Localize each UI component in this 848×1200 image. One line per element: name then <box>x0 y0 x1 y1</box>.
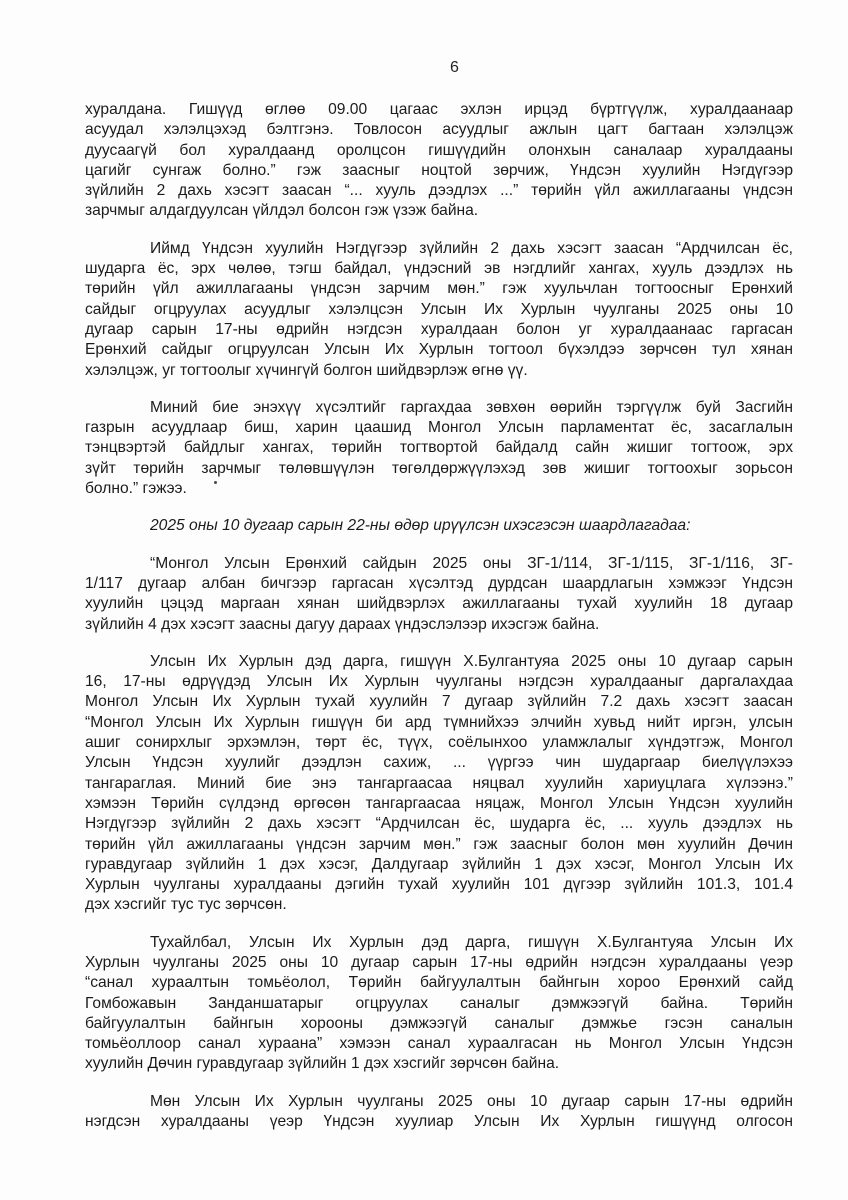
text-line: нэгдсэн хуралдааны үеэр Үндсэн хуулиар Улсын Их Хурлын гишүүнд олгосон <box>85 1113 793 1131</box>
text-line: дэх хэсгийг тус тус зөрчсөн. <box>85 896 287 914</box>
text-line: Миний бие энэхүү хүсэлтийг гаргахдаа зөвхөн өөрийн тэргүүлж буй Засгийн <box>150 398 793 416</box>
text-line: зарчмыг алдагдуулсан үйлдэл болсон гэж үзэж байна. <box>85 202 479 220</box>
paragraph <box>85 239 793 381</box>
text-line: томьёоллоор санал хураана” хэмээн санал хураалгасан нь Монгол Улсын Үндсэн <box>85 1035 793 1053</box>
text-line: хуралдана. Гишүүд өглөө 09.00 цагаас эхлэн ирцэд бүртгүүлж, хуралдаанаар <box>85 101 793 118</box>
text-line: байгуулалтын байнгын хорооны дэмжээгүй саналыг дэмжье гэсэн саналын <box>85 1014 793 1032</box>
text-line: Монгол Улсын Их Хурлын тухай хуулийн 7 дугаар зүйлийн 7.2 дахь хэсэгт заасан <box>85 693 793 711</box>
text-line: Нэгдүгээр зүйлийн 2 дахь хэсэгт “Ардчилсан ёс, шударга ёс, ... хууль дээдлэх нь <box>85 815 793 833</box>
paragraph <box>85 398 793 499</box>
text-line: Иймд Үндсэн хуулийн Нэгдүгээр зүйлийн 2 дахь хэсэгт заасан “Ардчилсан ёс, <box>150 239 793 257</box>
paragraph <box>85 652 793 916</box>
text-line: Гомбожавын Занданшатарыг огцруулах саналыг дэмжээгүй байна. Төрийн <box>85 994 793 1012</box>
text-line: зүйлийн 2 дахь хэсэгт заасан “... хууль дээдлэх ...” төрийн үйл ажиллагааны үндсэн <box>85 182 793 200</box>
text-line: “санал хураалтын томьёолол, Төрийн байгуулалтын байнгын хороо Ерөнхий сайд <box>85 974 793 992</box>
paragraph <box>85 1092 793 1133</box>
text-line: “Монгол Улсын Их Хурлын гишүүн би ард түмнийхээ элчийн хувьд нийт иргэн, улсын <box>85 713 793 731</box>
paragraph <box>85 933 793 1075</box>
text-line: зүйт төрийн зарчмыг төлөвшүүлэн төгөлдөржүүлэхэд зөв жишиг тогтоохыг зорьсон <box>85 459 793 477</box>
text-line: хуулийн цэцэд маргаан хянан шийдвэрлэх ажиллагааны тухай хуулийн 18 дугаар <box>85 595 793 613</box>
text-line: гуравдугаар зүйлийн 1 дэх хэсэг, Далдугаар зүйлийн 1 дэх хэсэг, Монгол Улсын Их <box>85 855 793 873</box>
text-line: сайдыг огцруулах асуудлыг хэлэлцсэн Улсын Их Хурлын чуулганы 2025 оны 10 <box>85 300 793 318</box>
text-line: Улсын Их Хурлын дэд дарга, гишүүн Х.Булгантуяа 2025 оны 10 дугаар сарын <box>150 652 793 670</box>
text-line: Улсын Үндсэн хуулийг дээдлэн сахиж, ... үүргээ чин шударгаар биелүүлэхээ <box>85 754 793 772</box>
text-line: асуудал хэлэлцэхэд бэлтгэнэ. Товлосон асуудлыг ажлын цагт багтаан хэлэлцэж <box>85 121 793 139</box>
text-line: “Монгол Улсын Ерөнхий сайдын 2025 оны ЗГ-1/114, ЗГ-1/115, ЗГ-1/116, ЗГ- <box>150 554 793 572</box>
text-line: Тухайлбал, Улсын Их Хурлын дэд дарга, гишүүн Х.Булгантуяа Улсын Их <box>150 933 793 951</box>
text-line: Мөн Улсын Их Хурлын чуулганы 2025 оны 10 дугаар сарын 17-ны өдрийн <box>150 1092 793 1110</box>
text-line: Хурлын чуулганы 2025 оны 10 дугаар сарын 17-ны өдрийн нэгдсэн хуралдааны үеэр <box>85 953 793 971</box>
text-line: цагийг сунгаж болно.” гэж заасныг ноцтой зөрчиж, Үндсэн хуулийн Нэгдүгээр <box>85 161 793 179</box>
section-heading <box>85 516 793 536</box>
text-line: дуусаагүй бол хуралдаанд оролцсон гишүүдийн олонхын саналаар хуралдааны <box>85 141 793 159</box>
text-line: шударга ёс, эрх чөлөө, тэгш байдал, үндэсний эв нэгдлийг хангах, хууль дээдлэх нь <box>85 260 793 278</box>
text-line: зүйлийн 4 дэх хэсэгт заасны дагуу дараах үндэслэлээр ихэсгэж байна. <box>85 615 600 633</box>
text-line: ашиг сонирхлыг эрхэмлэн, төрт ёс, түүх, соёлынхоо уламжлалыг хүндэтгэж, Монгол <box>85 734 793 752</box>
paragraph <box>85 554 793 635</box>
text-line: тангараглая. Миний бие энэ тангаргаасаа няцвал хуулийн хариуцлага хүлээнэ.” <box>85 774 793 792</box>
text-line: 16, 17-ны өдрүүдэд Улсын Их Хурлын чуулганы нэгдсэн хуралдааныг даргалахдаа <box>85 673 793 691</box>
text-line: 1/117 дугаар албан бичгээр гаргасан хүсэлтэд дурдсан шаардлагын хэмжээг Үндсэн <box>85 574 793 592</box>
text-line: төрийн үйл ажиллагааны үндсэн зарчим мөн.” гэж хуульчлан тогтоосныг Ерөнхий <box>85 280 793 298</box>
text-line: газрын асуудлаар биш, харин цаашид Монгол Улсын парламентат ёс, засаглалын <box>85 419 793 437</box>
text-line: тэнцвэртэй байдлыг хангах, төрийн тогтвортой байдалд сайн жишиг тогтоож, эрх <box>85 439 793 457</box>
text-line: дугаар сарын 17-ны өдрийн нэгдсэн хуралдаан болон уг хуралдаанаас гаргасан <box>85 320 793 338</box>
text-line: хуулийн Дөчин гуравдугаар зүйлийн 1 дэх хэсгийг зөрчсөн байна. <box>85 1055 560 1073</box>
text-line: 2025 оны 10 дугаар сарын 22-ны өдөр ирүүлсэн ихэсгэсэн шаардлагадаа: <box>150 517 691 535</box>
paragraph <box>85 100 793 222</box>
text-line: Хурлын чуулганы хуралдааны дэгийн тухай хуулийн 101 дүгээр зүйлийн 101.3, 101.4 <box>85 876 793 894</box>
text-line: хэлэлцэж, уг тогтоолыг хүчингүй болгон шийдвэрлэж өгнө үү. <box>85 361 528 379</box>
text-line: хэмээн Төрийн сүлдэнд өргөсөн тангаргаасаа няцаж, Монгол Улсын Үндсэн хуулийн <box>85 794 793 812</box>
document-body <box>85 100 793 1149</box>
text-line: Ерөнхий сайдыг огцруулсан Улсын Их Хурлын тогтоол бүхэлдээ зөрчсөн тул хянан <box>85 341 793 359</box>
page-number: 6 <box>450 59 459 76</box>
text-line: болно.” гэжээ. <box>85 480 187 498</box>
text-line: төрийн үйл ажиллагааны үндсэн зарчим мөн.” гэж заасныг болон мөн хуулийн Дөчин <box>85 835 793 853</box>
